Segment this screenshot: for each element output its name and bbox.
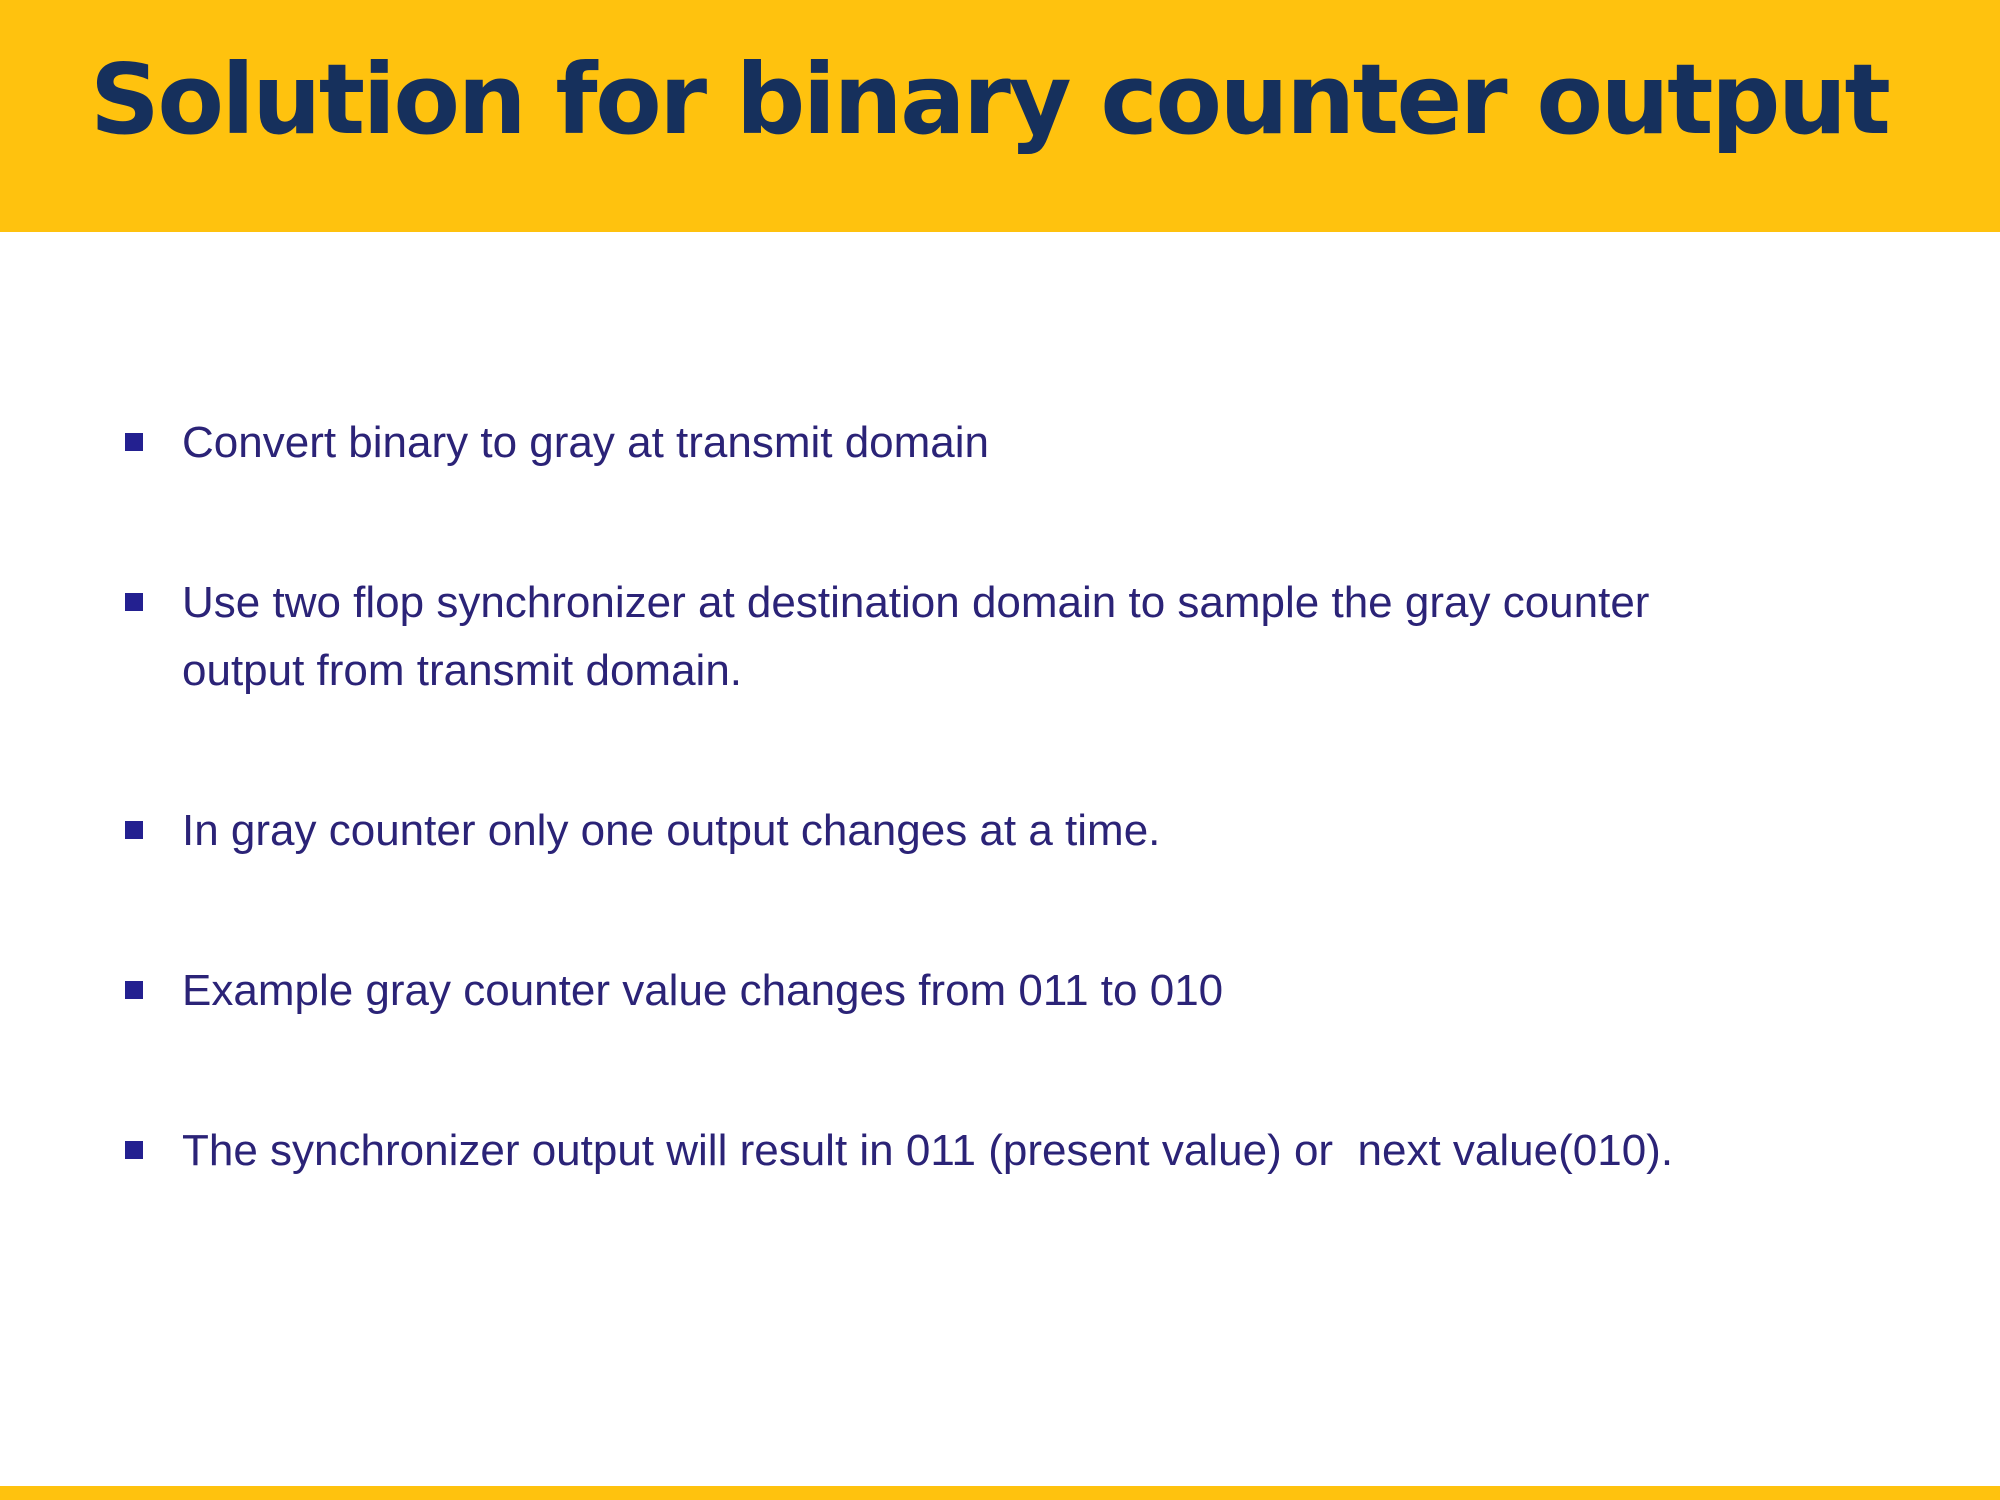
bullet-list: [0, 409, 2000, 1277]
bullet-text: Use two flop synchronizer at destination domain to sample the gray counter output from transmit domain.: [182, 578, 1662, 695]
bullet-square-icon: [125, 981, 143, 999]
bullet-text: Convert binary to gray at transmit domain: [182, 418, 990, 467]
footer-bar: [0, 1486, 2000, 1500]
bullet-square-icon: [125, 433, 143, 451]
slide-title: Solution for binary counter output: [90, 43, 1889, 156]
list-item: [0, 569, 2000, 705]
bullet-square-icon: [125, 1141, 143, 1159]
list-item: [0, 957, 2000, 1025]
bullet-text: In gray counter only one output changes at a time.: [182, 806, 1161, 855]
bullet-square-icon: [125, 821, 143, 839]
list-item: [0, 797, 2000, 865]
bullet-text: Example gray counter value changes from 011 to 010: [182, 966, 1224, 1015]
bullet-square-icon: [125, 593, 143, 611]
list-item: [0, 409, 2000, 477]
header-band: [0, 0, 2000, 232]
bullet-text: The synchronizer output will result in 011 (present value) or next value(010).: [182, 1126, 1674, 1175]
list-item: [0, 1117, 2000, 1185]
